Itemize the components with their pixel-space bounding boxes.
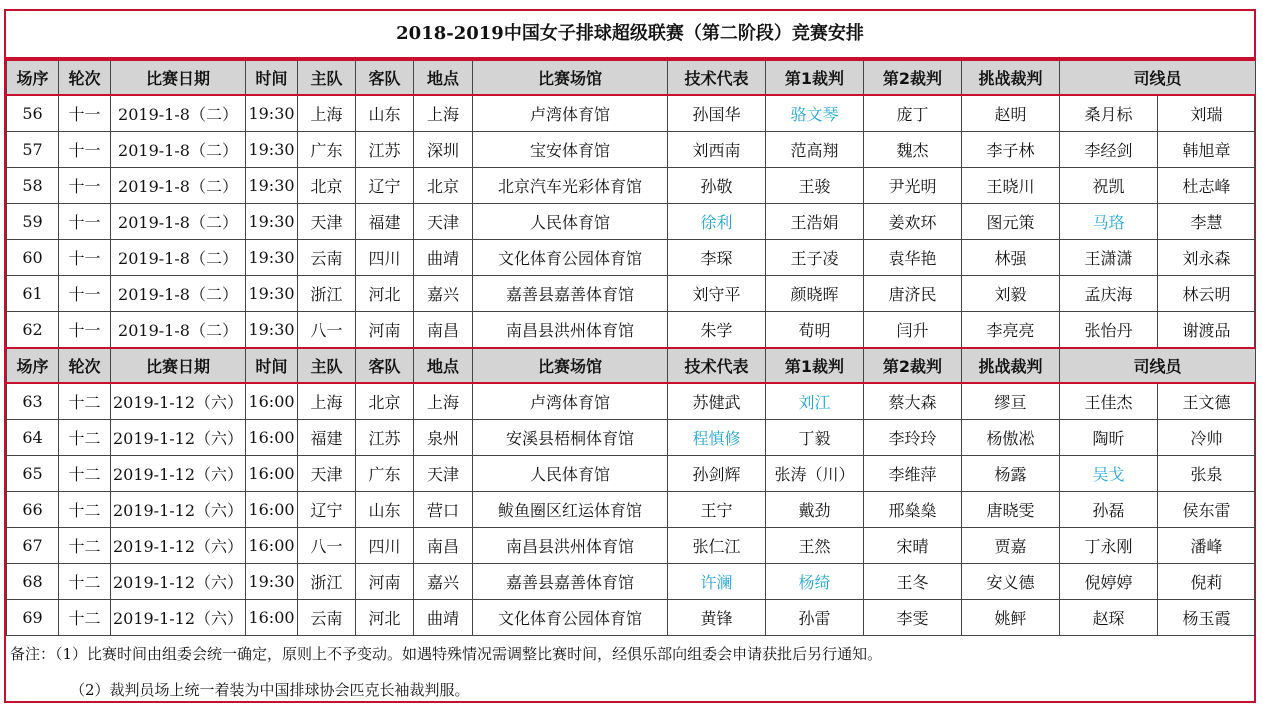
cell-match-no: 61 [7,276,59,312]
cell-away-team: 江苏 [356,420,414,456]
cell-first-referee: 王然 [766,528,864,564]
header-line-judges: 司线员 [1060,348,1256,383]
table-row [7,276,1256,312]
cell-match-no: 67 [7,528,59,564]
cell-venue: 嘉善县嘉善体育馆 [473,276,668,312]
cell-line-judge-2: 冷帅 [1158,420,1256,456]
header-time: 时间 [246,348,298,383]
cell-time: 19:30 [246,168,298,204]
cell-match-date: 2019-1-12（六） [111,564,246,600]
table-row [7,600,1256,636]
cell-venue: 北京汽车光彩体育馆 [473,168,668,204]
cell-first-referee: 王子凌 [766,240,864,276]
table-row [7,95,1256,132]
cell-round: 十二 [59,420,111,456]
cell-home-team: 天津 [298,456,356,492]
cell-match-date: 2019-1-8（二） [111,204,246,240]
cell-line-judge-2: 张泉 [1158,456,1256,492]
cell-home-team: 福建 [298,420,356,456]
cell-challenge-referee: 杨露 [962,456,1060,492]
cell-round: 十一 [59,204,111,240]
cell-second-referee: 李玲玲 [864,420,962,456]
cell-home-team: 天津 [298,204,356,240]
cell-line-judge-2: 谢渡品 [1158,312,1256,349]
cell-first-referee: 王骏 [766,168,864,204]
header-challenge-referee: 挑战裁判 [962,348,1060,383]
cell-tech-delegate: 孙剑辉 [668,456,766,492]
cell-match-no: 60 [7,240,59,276]
cell-first-referee: 杨绮 [766,564,864,600]
table-row [7,456,1256,492]
cell-line-judge-1: 陶昕 [1060,420,1158,456]
cell-round: 十一 [59,132,111,168]
notes-label: 备注： [10,645,56,663]
cell-home-team: 广东 [298,132,356,168]
cell-second-referee: 闫升 [864,312,962,349]
cell-line-judge-2: 潘峰 [1158,528,1256,564]
cell-tech-delegate: 程慎修 [668,420,766,456]
header-venue: 比赛场馆 [473,348,668,383]
cell-round: 十一 [59,276,111,312]
cell-match-no: 69 [7,600,59,636]
cell-line-judge-2: 林云明 [1158,276,1256,312]
header-match-date: 比赛日期 [111,348,246,383]
cell-venue: 文化体育公园体育馆 [473,600,668,636]
header-match-date: 比赛日期 [111,60,246,95]
cell-second-referee: 姜欢环 [864,204,962,240]
cell-home-team: 云南 [298,240,356,276]
cell-line-judge-1: 吴戈 [1060,456,1158,492]
cell-match-no: 58 [7,168,59,204]
table-row [7,492,1256,528]
cell-round: 十一 [59,168,111,204]
cell-line-judge-1: 王潇潇 [1060,240,1158,276]
cell-match-no: 62 [7,312,59,349]
cell-tech-delegate: 刘西南 [668,132,766,168]
cell-city: 南昌 [414,312,473,349]
cell-time: 16:00 [246,456,298,492]
cell-city: 南昌 [414,528,473,564]
cell-home-team: 云南 [298,600,356,636]
cell-away-team: 山东 [356,492,414,528]
cell-challenge-referee: 图元策 [962,204,1060,240]
cell-tech-delegate: 孙国华 [668,95,766,132]
cell-line-judge-2: 韩旭章 [1158,132,1256,168]
cell-city: 北京 [414,168,473,204]
cell-challenge-referee: 李子林 [962,132,1060,168]
cell-tech-delegate: 徐利 [668,204,766,240]
cell-tech-delegate: 许澜 [668,564,766,600]
cell-away-team: 山东 [356,95,414,132]
cell-match-date: 2019-1-8（二） [111,132,246,168]
cell-away-team: 四川 [356,528,414,564]
cell-second-referee: 邢燊燊 [864,492,962,528]
cell-city: 嘉兴 [414,276,473,312]
cell-time: 19:30 [246,240,298,276]
table-row [7,168,1256,204]
cell-match-date: 2019-1-12（六） [111,600,246,636]
header-city: 地点 [414,348,473,383]
cell-city: 嘉兴 [414,564,473,600]
header-city: 地点 [414,60,473,95]
cell-second-referee: 蔡大森 [864,383,962,420]
header-second-referee: 第2裁判 [864,60,962,95]
schedule-sheet [4,9,1256,703]
note-line-1 [10,636,1254,672]
cell-round: 十二 [59,600,111,636]
header-round: 轮次 [59,348,111,383]
cell-tech-delegate: 王宁 [668,492,766,528]
header-second-referee: 第2裁判 [864,348,962,383]
cell-time: 16:00 [246,492,298,528]
header-home-team: 主队 [298,60,356,95]
cell-home-team: 八一 [298,528,356,564]
cell-city: 营口 [414,492,473,528]
cell-round: 十一 [59,95,111,132]
cell-line-judge-1: 祝凯 [1060,168,1158,204]
cell-home-team: 浙江 [298,276,356,312]
cell-line-judge-2: 刘永森 [1158,240,1256,276]
cell-second-referee: 宋晴 [864,528,962,564]
cell-city: 曲靖 [414,600,473,636]
cell-city: 上海 [414,383,473,420]
cell-match-date: 2019-1-12（六） [111,456,246,492]
cell-round: 十一 [59,312,111,349]
table-row [7,132,1256,168]
cell-second-referee: 李维萍 [864,456,962,492]
cell-home-team: 上海 [298,95,356,132]
cell-venue: 卢湾体育馆 [473,383,668,420]
table-row [7,312,1256,349]
cell-venue: 人民体育馆 [473,204,668,240]
notes [6,636,1254,708]
cell-away-team: 河北 [356,600,414,636]
table-row [7,564,1256,600]
header-time: 时间 [246,60,298,95]
cell-line-judge-2: 王文德 [1158,383,1256,420]
header-line-judges: 司线员 [1060,60,1256,95]
cell-match-no: 66 [7,492,59,528]
cell-city: 曲靖 [414,240,473,276]
table-row [7,528,1256,564]
cell-venue: 鲅鱼圈区红运体育馆 [473,492,668,528]
cell-match-date: 2019-1-12（六） [111,420,246,456]
header-match-no: 场序 [7,60,59,95]
cell-round: 十二 [59,564,111,600]
cell-line-judge-1: 李经剑 [1060,132,1158,168]
cell-first-referee: 孙雷 [766,600,864,636]
cell-line-judge-2: 李慧 [1158,204,1256,240]
cell-line-judge-2: 杜志峰 [1158,168,1256,204]
cell-second-referee: 尹光明 [864,168,962,204]
cell-challenge-referee: 赵明 [962,95,1060,132]
cell-challenge-referee: 缪亘 [962,383,1060,420]
header-away-team: 客队 [356,348,414,383]
cell-time: 19:30 [246,276,298,312]
cell-time: 19:30 [246,204,298,240]
schedule-body [7,60,1256,636]
header-home-team: 主队 [298,348,356,383]
cell-away-team: 河南 [356,564,414,600]
cell-home-team: 浙江 [298,564,356,600]
cell-first-referee: 骆文琴 [766,95,864,132]
cell-line-judge-1: 赵琛 [1060,600,1158,636]
cell-match-no: 65 [7,456,59,492]
cell-home-team: 北京 [298,168,356,204]
cell-first-referee: 荀明 [766,312,864,349]
cell-round: 十二 [59,528,111,564]
cell-match-date: 2019-1-8（二） [111,312,246,349]
cell-time: 19:30 [246,95,298,132]
cell-away-team: 北京 [356,383,414,420]
cell-line-judge-2: 杨玉霞 [1158,600,1256,636]
cell-away-team: 四川 [356,240,414,276]
cell-venue: 文化体育公园体育馆 [473,240,668,276]
cell-match-date: 2019-1-12（六） [111,383,246,420]
cell-first-referee: 颜晓晖 [766,276,864,312]
cell-away-team: 广东 [356,456,414,492]
cell-time: 16:00 [246,383,298,420]
cell-tech-delegate: 孙敬 [668,168,766,204]
table-row [7,383,1256,420]
cell-second-referee: 王冬 [864,564,962,600]
header-round: 轮次 [59,60,111,95]
cell-second-referee: 唐济民 [864,276,962,312]
cell-challenge-referee: 安义德 [962,564,1060,600]
cell-home-team: 八一 [298,312,356,349]
cell-match-no: 57 [7,132,59,168]
cell-first-referee: 王浩娟 [766,204,864,240]
cell-home-team: 上海 [298,383,356,420]
cell-tech-delegate: 苏健武 [668,383,766,420]
cell-challenge-referee: 刘毅 [962,276,1060,312]
cell-round: 十二 [59,492,111,528]
cell-city: 深圳 [414,132,473,168]
cell-match-date: 2019-1-8（二） [111,168,246,204]
cell-line-judge-2: 侯东雷 [1158,492,1256,528]
cell-line-judge-1: 倪婷婷 [1060,564,1158,600]
header-tech-delegate: 技术代表 [668,348,766,383]
cell-away-team: 江苏 [356,132,414,168]
cell-time: 19:30 [246,132,298,168]
cell-city: 泉州 [414,420,473,456]
cell-away-team: 福建 [356,204,414,240]
cell-first-referee: 刘江 [766,383,864,420]
cell-round: 十二 [59,456,111,492]
table-row [7,204,1256,240]
cell-tech-delegate: 李琛 [668,240,766,276]
header-tech-delegate: 技术代表 [668,60,766,95]
cell-line-judge-1: 张怡丹 [1060,312,1158,349]
cell-time: 19:30 [246,312,298,349]
header-match-no: 场序 [7,348,59,383]
cell-match-no: 68 [7,564,59,600]
cell-challenge-referee: 杨傲凇 [962,420,1060,456]
cell-line-judge-2: 刘瑞 [1158,95,1256,132]
cell-line-judge-1: 孙磊 [1060,492,1158,528]
cell-second-referee: 魏杰 [864,132,962,168]
header-row [7,348,1256,383]
cell-match-date: 2019-1-12（六） [111,528,246,564]
cell-venue: 安溪县梧桐体育馆 [473,420,668,456]
cell-second-referee: 李雯 [864,600,962,636]
cell-challenge-referee: 姚鲆 [962,600,1060,636]
cell-line-judge-2: 倪莉 [1158,564,1256,600]
cell-first-referee: 戴劲 [766,492,864,528]
cell-second-referee: 袁华艳 [864,240,962,276]
cell-match-no: 59 [7,204,59,240]
cell-challenge-referee: 唐晓雯 [962,492,1060,528]
cell-second-referee: 庞丁 [864,95,962,132]
cell-venue: 卢湾体育馆 [473,95,668,132]
cell-time: 16:00 [246,420,298,456]
cell-match-date: 2019-1-12（六） [111,492,246,528]
header-first-referee: 第1裁判 [766,60,864,95]
cell-line-judge-1: 桑月标 [1060,95,1158,132]
cell-first-referee: 范高翔 [766,132,864,168]
cell-match-date: 2019-1-8（二） [111,240,246,276]
cell-time: 16:00 [246,600,298,636]
cell-match-date: 2019-1-8（二） [111,95,246,132]
cell-tech-delegate: 黄锋 [668,600,766,636]
table-row [7,240,1256,276]
cell-time: 16:00 [246,528,298,564]
cell-challenge-referee: 贾嘉 [962,528,1060,564]
cell-round: 十一 [59,240,111,276]
cell-match-no: 56 [7,95,59,132]
note-2-text: （2）裁判员场上统一着装为中国排球协会匹克长袖裁判服。 [70,681,470,699]
header-venue: 比赛场馆 [473,60,668,95]
cell-venue: 南昌县洪州体育馆 [473,312,668,349]
cell-tech-delegate: 刘守平 [668,276,766,312]
cell-line-judge-1: 王佳杰 [1060,383,1158,420]
cell-city: 天津 [414,204,473,240]
cell-line-judge-1: 丁永刚 [1060,528,1158,564]
cell-time: 19:30 [246,564,298,600]
schedule-table [6,59,1256,636]
cell-away-team: 河北 [356,276,414,312]
table-row [7,420,1256,456]
cell-away-team: 辽宁 [356,168,414,204]
cell-challenge-referee: 王晓川 [962,168,1060,204]
cell-match-date: 2019-1-8（二） [111,276,246,312]
cell-venue: 南昌县洪州体育馆 [473,528,668,564]
cell-away-team: 河南 [356,312,414,349]
cell-line-judge-1: 孟庆海 [1060,276,1158,312]
note-line-2 [10,672,1254,708]
cell-venue: 人民体育馆 [473,456,668,492]
cell-match-no: 63 [7,383,59,420]
cell-first-referee: 丁毅 [766,420,864,456]
cell-challenge-referee: 李亮亮 [962,312,1060,349]
cell-round: 十二 [59,383,111,420]
cell-first-referee: 张涛（川） [766,456,864,492]
cell-tech-delegate: 朱学 [668,312,766,349]
header-away-team: 客队 [356,60,414,95]
header-row [7,60,1256,95]
cell-match-no: 64 [7,420,59,456]
cell-home-team: 辽宁 [298,492,356,528]
cell-venue: 宝安体育馆 [473,132,668,168]
cell-city: 上海 [414,95,473,132]
header-challenge-referee: 挑战裁判 [962,60,1060,95]
note-1-text: （1）比赛时间由组委会统一确定，原则上不予变动。如遇特殊情况需调整比赛时间，经俱乐部向组委会申请获批后另行通知。 [55,645,883,663]
cell-city: 天津 [414,456,473,492]
cell-tech-delegate: 张仁江 [668,528,766,564]
cell-line-judge-1: 马珞 [1060,204,1158,240]
page-title: 2018-2019中国女子排球超级联赛（第二阶段）竞赛安排 [6,11,1254,59]
header-first-referee: 第1裁判 [766,348,864,383]
cell-challenge-referee: 林强 [962,240,1060,276]
cell-venue: 嘉善县嘉善体育馆 [473,564,668,600]
